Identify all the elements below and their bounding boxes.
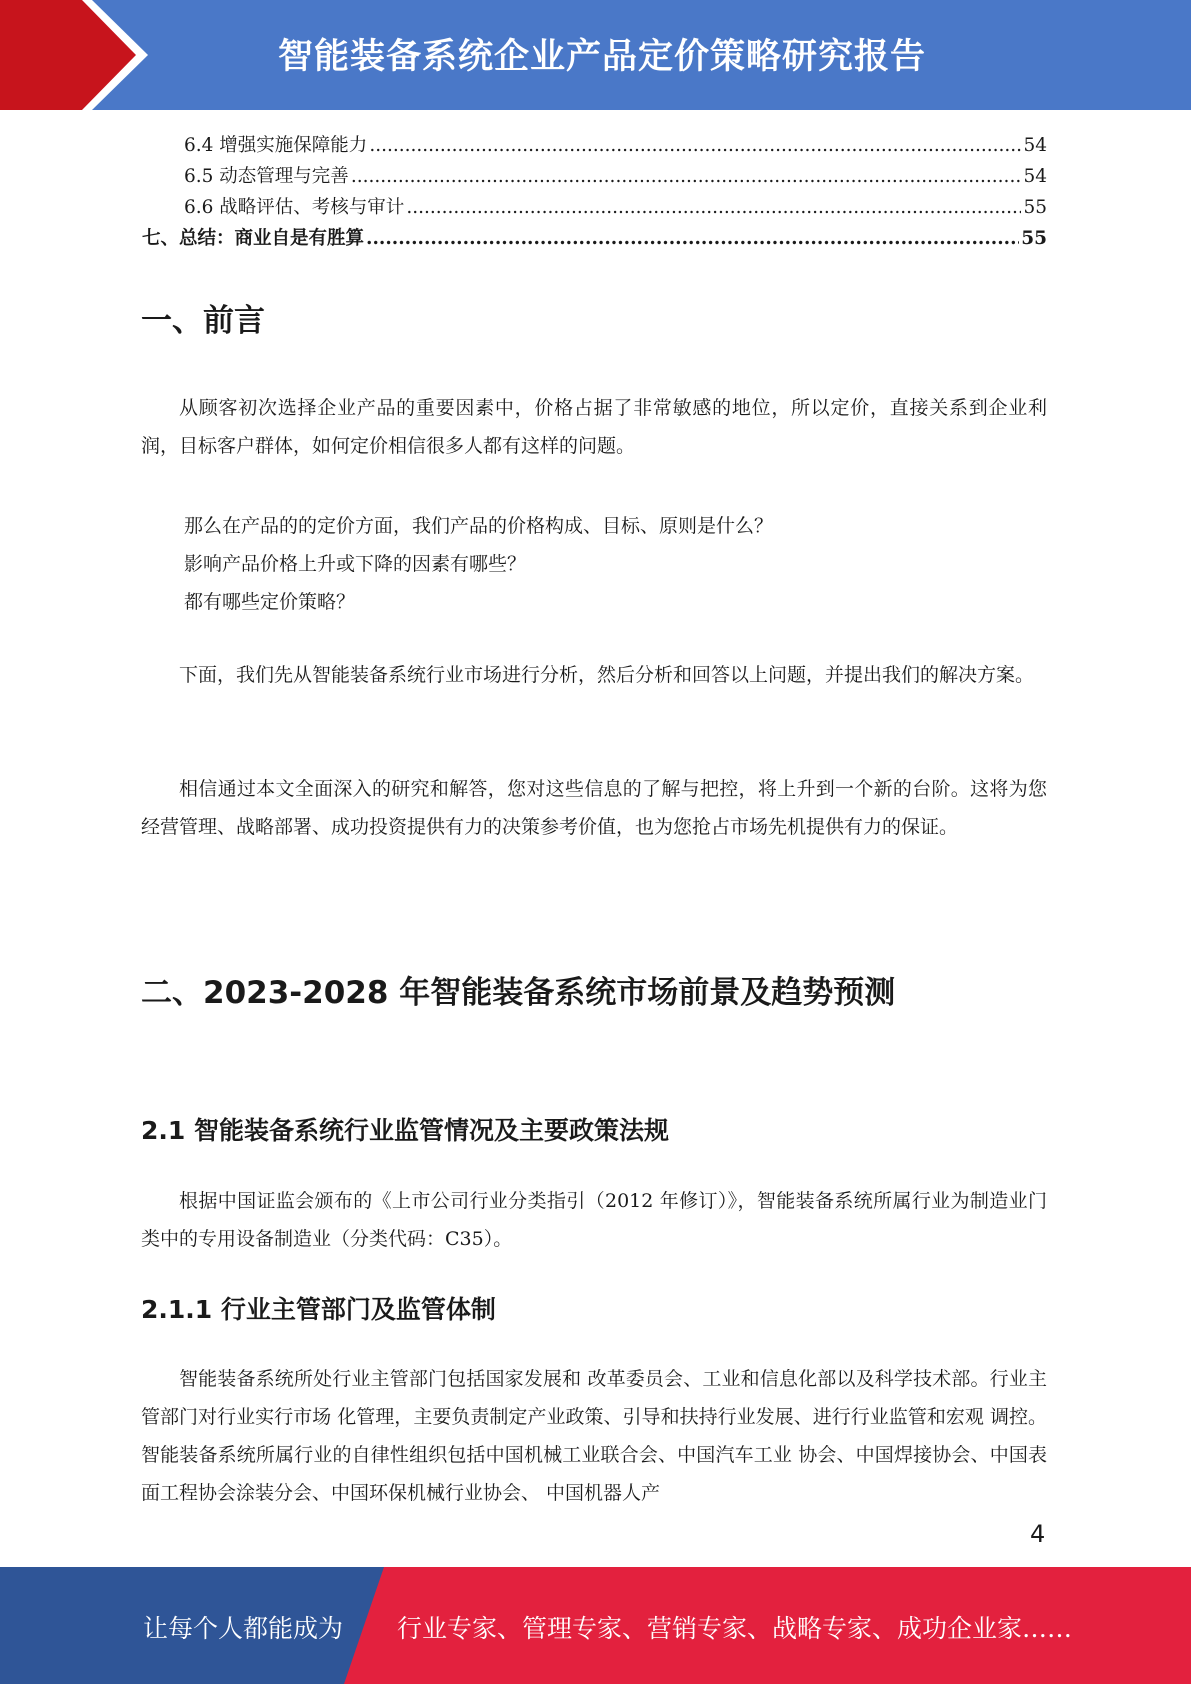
toc-entry-page: 55: [1023, 197, 1047, 218]
subsection-heading: 2.1.1 行业主管部门及监管体制: [141, 1295, 496, 1324]
footer-banner: [0, 1567, 1191, 1684]
footer-slogan-left: 让每个人都能成为: [143, 1614, 344, 1643]
paragraph: 下面，我们先从智能装备系统行业市场进行分析，然后分析和回答以上问题，并提出我们的解决方案。: [179, 664, 1035, 686]
toc-entry-text: 6.4 增强实施保障能力: [184, 135, 368, 156]
header-red-chevron: [0, 0, 160, 110]
toc-entry[interactable]: [184, 131, 1047, 157]
header-banner: [0, 0, 1191, 110]
toc-entry[interactable]: [184, 193, 1047, 219]
paragraph: 智能装备系统所处行业主管部门包括国家发展和 改革委员会、工业和信息化部以及科学技术部。行业主管部门对行业实行市场 化管理，主要负责制定产业政策、引导和扶持行业发展、进行行业监管和宏观 调控。智能装备系统所属行业的自律性组织包括中国机械工业联合会、中国汽车工业 协会、中国焊接协会、中国表面工程协会涂装分会、中国环保机械行业协会、 中国机器人产: [141, 1368, 1047, 1504]
toc-leader-dots: [351, 166, 1022, 187]
paragraph: 相信通过本文全面深入的研究和解答，您对这些信息的了解与把控，将上升到一个新的台阶。这将为您经营管理、战略部署、成功投资提供有力的决策参考价值，也为您抢占市场先机提供有力的保证。: [141, 778, 1047, 838]
section-heading-preface: 一、前言: [141, 303, 265, 339]
toc-leader-dots: [406, 197, 1021, 218]
toc-leader-dots: [366, 228, 1019, 249]
toc-leader-dots: [369, 135, 1021, 156]
question-line: 都有哪些定价策略？: [184, 591, 356, 613]
toc-entry-text: 七、总结：商业自是有胜算: [142, 228, 365, 249]
subsection-heading: 2.1 智能装备系统行业监管情况及主要政策法规: [141, 1116, 669, 1145]
toc-entry-page: 54: [1023, 135, 1047, 156]
toc-entry-page: 54: [1023, 166, 1047, 187]
paragraph: 从顾客初次选择企业产品的重要因素中，价格占据了非常敏感的地位，所以定价，直接关系到企业利润，目标客户群体，如何定价相信很多人都有这样的问题。: [141, 397, 1047, 457]
toc-entry-text: 6.5 动态管理与完善: [184, 166, 349, 187]
toc-entry-page: 55: [1021, 228, 1047, 249]
footer-slogan-right: 行业专家、管理专家、营销专家、战略专家、成功企业家……: [397, 1614, 1073, 1643]
page-number: 4: [1030, 1520, 1046, 1548]
report-title: 智能装备系统企业产品定价策略研究报告: [278, 37, 927, 77]
paragraph: 根据中国证监会颁布的《上市公司行业分类指引（2012 年修订）》，智能装备系统所属行业为制造业门类中的专用设备制造业（分类代码：C35）。: [141, 1190, 1047, 1250]
toc-entry[interactable]: [142, 224, 1047, 250]
question-line: 那么在产品的的定价方面，我们产品的价格构成、目标、原则是什么？: [184, 515, 774, 537]
toc-entry-text: 6.6 战略评估、考核与审计: [184, 197, 405, 218]
toc-entry[interactable]: [184, 162, 1047, 188]
question-line: 影响产品价格上升或下降的因素有哪些？: [184, 553, 527, 575]
section-heading-market: 二、2023-2028 年智能装备系统市场前景及趋势预测: [141, 975, 896, 1011]
